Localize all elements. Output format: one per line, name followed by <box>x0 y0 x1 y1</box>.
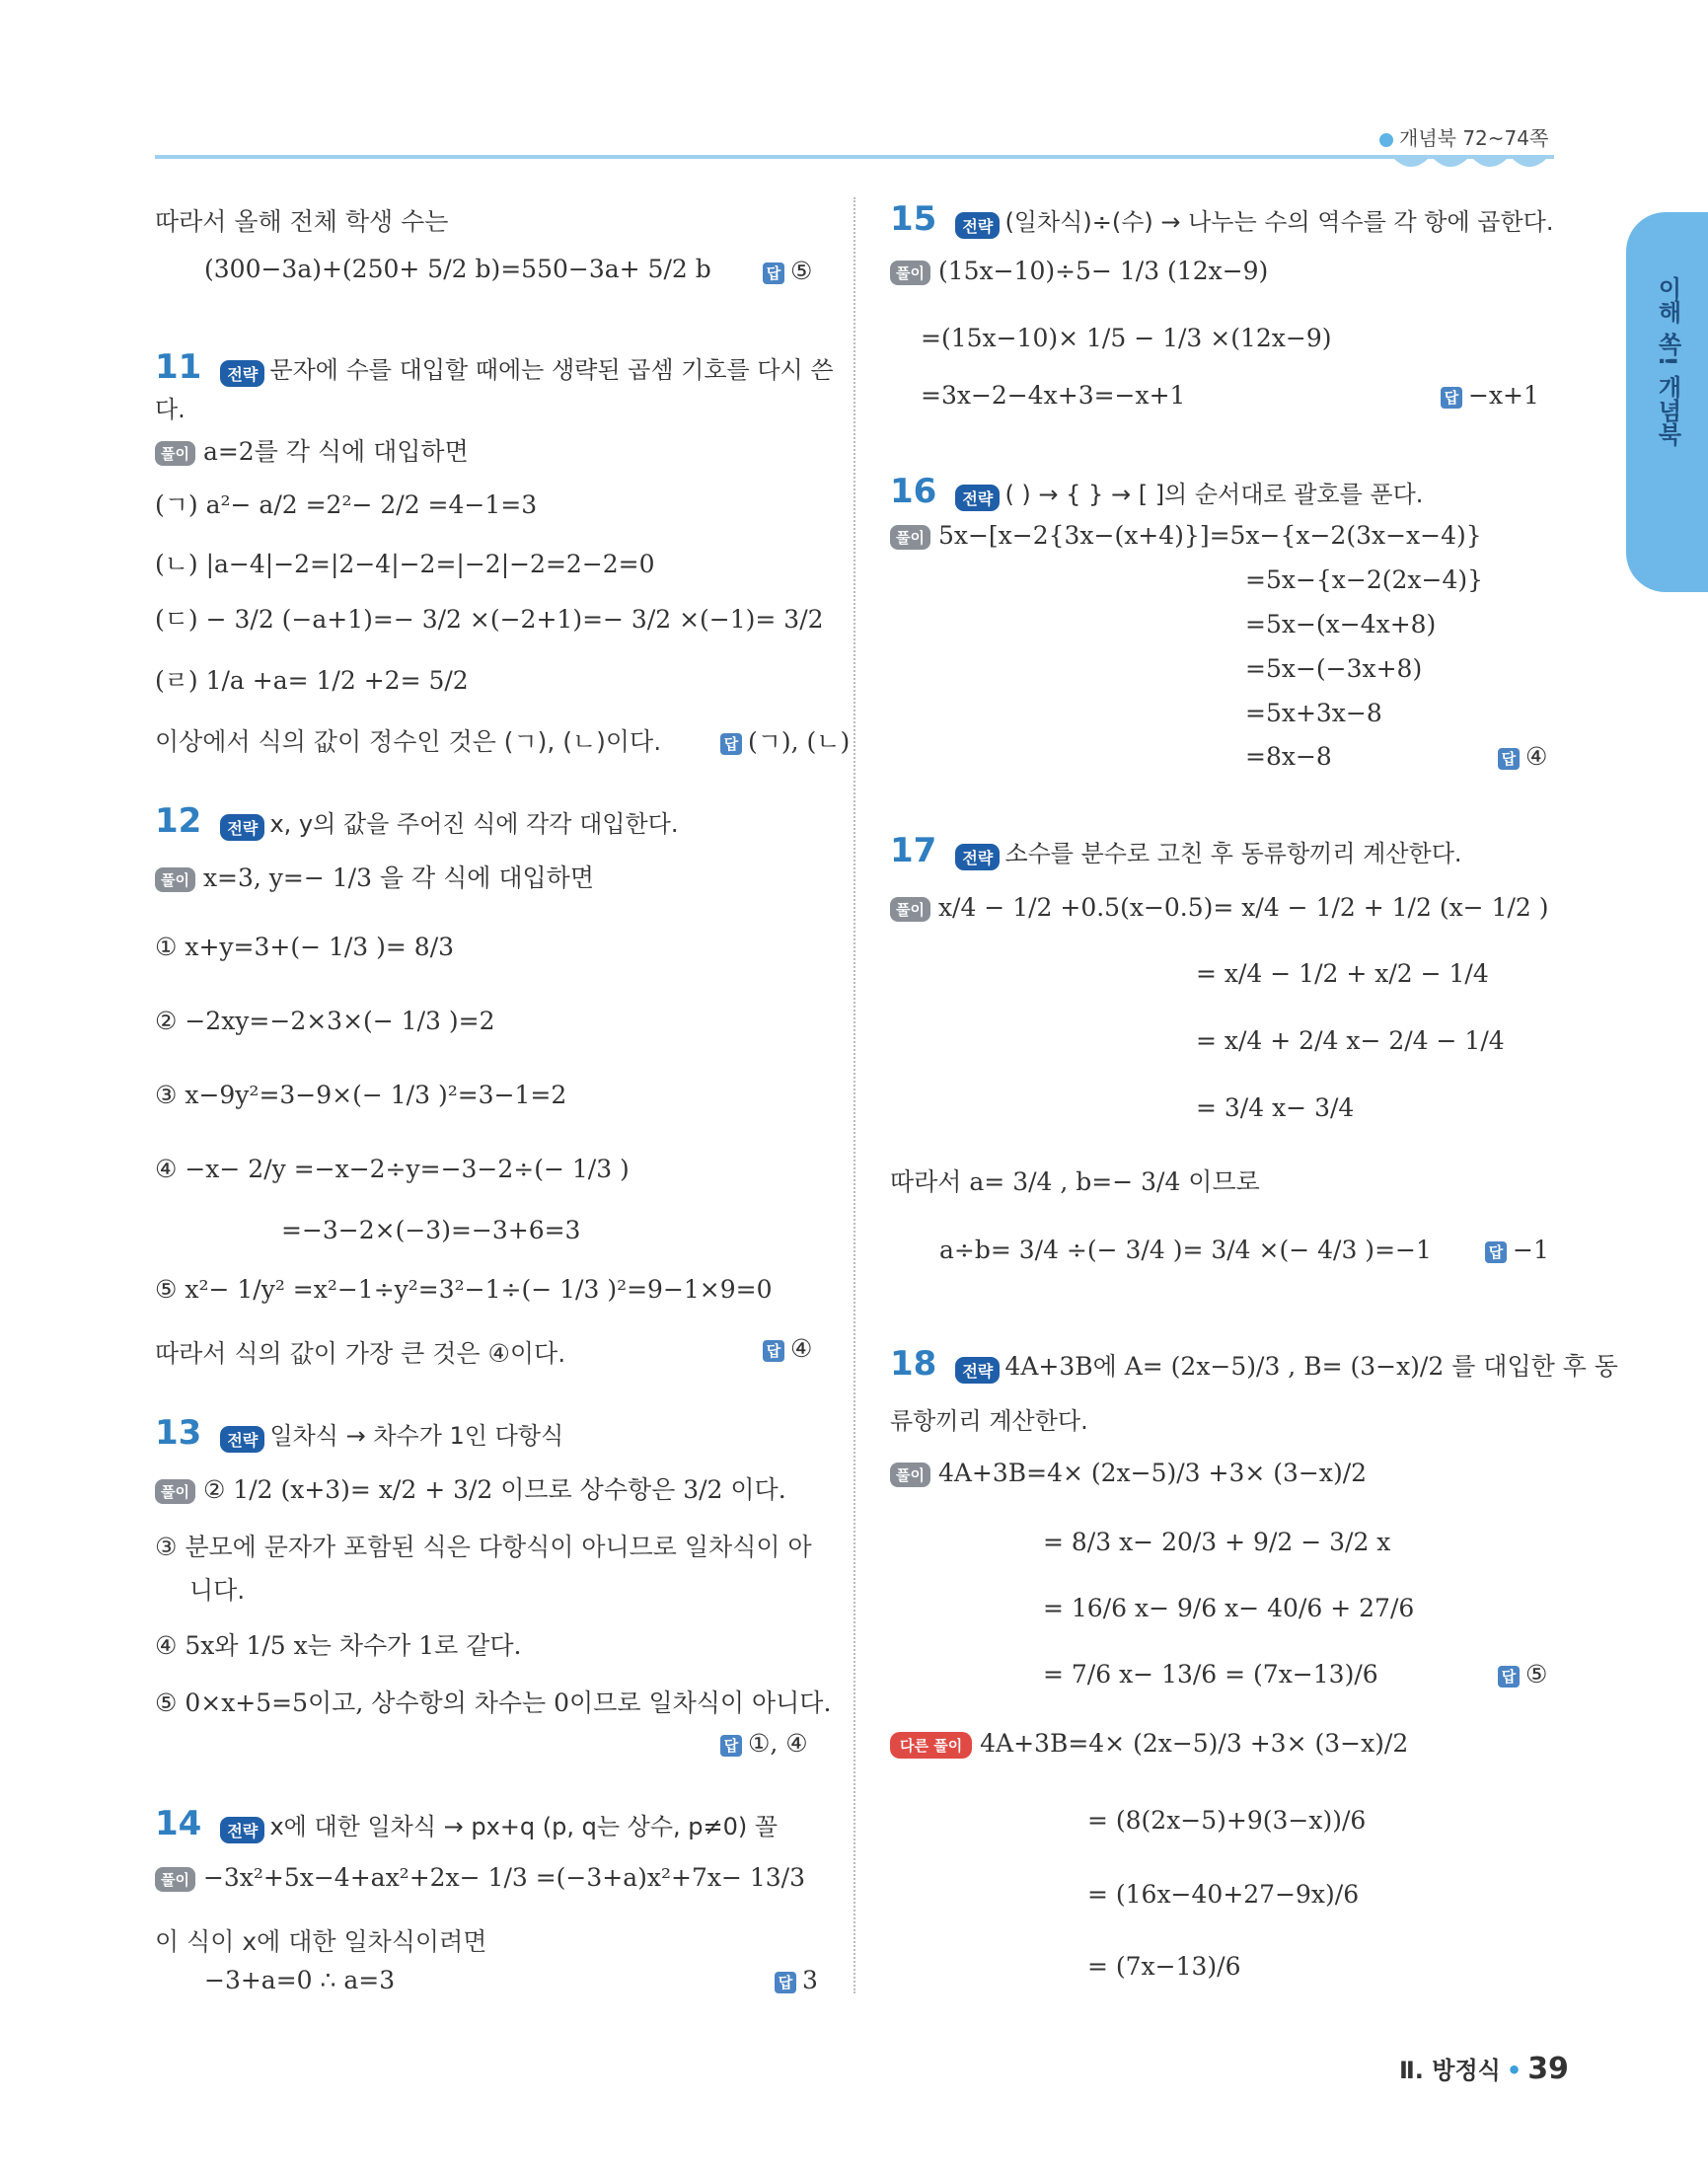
solution-badge: 풀이 <box>890 1463 930 1487</box>
strategy-text: 문자에 수를 대입할 때에는 생략된 곱셈 기호를 다시 쓴 <box>269 356 834 384</box>
solution-line: =5x−(−3x+8) <box>1245 654 1423 683</box>
solution-text: a=2를 각 식에 대입하면 <box>202 437 469 466</box>
page-reference-text: 개념북 72~74쪽 <box>1399 126 1549 150</box>
answer-icon: 답 <box>775 1972 796 1993</box>
solution-text: x=3, y=− 1/3 을 각 식에 대입하면 <box>202 863 594 892</box>
solution-line: =8x−8 <box>1245 742 1332 771</box>
solution-line: =5x+3x−8 <box>1245 699 1382 727</box>
question-number: 18 <box>890 1344 937 1384</box>
question-12-heading <box>155 801 678 841</box>
column-divider <box>854 197 855 1993</box>
bullet-icon <box>1379 133 1393 147</box>
solution-text: x/4 − 1/2 +0.5(x−0.5)= x/4 − 1/2 + 1/2 (x− 1/2 ) <box>937 893 1549 922</box>
question-13-heading <box>155 1413 563 1453</box>
answer-icon: 답 <box>720 733 742 755</box>
answer-icon: 답 <box>1498 748 1520 770</box>
solution-line: 니다. <box>189 1576 246 1605</box>
solution-line: = 3/4 x− 3/4 <box>1196 1093 1355 1122</box>
solution-line <box>890 893 1549 922</box>
answer <box>763 1334 812 1363</box>
strategy-badge: 전략 <box>955 485 1000 511</box>
solution-badge: 풀이 <box>890 261 930 285</box>
strategy-text: x, y의 값을 주어진 식에 각각 대입한다. <box>269 810 679 838</box>
solution-line: −3+a=0 ∴ a=3 <box>204 1966 396 1994</box>
solution-line: = x/4 + 2/4 x− 2/4 − 1/4 <box>1196 1026 1505 1055</box>
answer-icon: 답 <box>763 1340 784 1362</box>
solution-line: ③ 분모에 문자가 포함된 식은 다항식이 아니므로 일차식이 아 <box>155 1533 812 1561</box>
question-number: 17 <box>890 831 937 870</box>
solution-line: ⑤ x²− 1/y² =x²−1÷y²=3²−1÷(− 1/3 )²=9−1×9=0 <box>155 1275 773 1304</box>
solution-line: (ㄷ) − 3/2 (−a+1)=− 3/2 ×(−2+1)=− 3/2 ×(−1)= 3/2 <box>155 605 824 634</box>
solution-line: =5x−{x−2(2x−4)} <box>1245 565 1484 594</box>
solution-line: 따라서 a= 3/4 , b=− 3/4 이므로 <box>890 1167 1260 1196</box>
answer-icon: 답 <box>1441 387 1462 409</box>
answer <box>720 722 850 758</box>
solution-line <box>890 257 1268 285</box>
page-reference <box>1379 122 1548 151</box>
solution-badge: 풀이 <box>890 897 930 922</box>
strategy-badge: 전략 <box>955 844 1000 870</box>
question-15-heading <box>890 199 1553 239</box>
solution-line: a÷b= 3/4 ÷(− 3/4 )= 3/4 ×(− 4/3 )=−1 <box>939 1236 1432 1264</box>
answer-value: ④ <box>790 1334 813 1363</box>
solution-text: (15x−10)÷5− 1/3 (12x−9) <box>937 257 1269 285</box>
answer <box>1441 381 1539 410</box>
solution-line: =−3−2×(−3)=−3+6=3 <box>281 1216 581 1244</box>
solution-line: = 8/3 x− 20/3 + 9/2 − 3/2 x <box>1043 1528 1391 1556</box>
solution-line: (ㄹ) 1/a +a= 1/2 +2= 5/2 <box>155 666 469 695</box>
solution-badge: 풀이 <box>890 525 930 550</box>
intro-answer <box>763 257 812 285</box>
solution-badge: 풀이 <box>155 1867 195 1892</box>
strategy-badge: 전략 <box>220 1817 264 1843</box>
solution-line: ⑤ 0×x+5=5이고, 상수항의 차수는 0이므로 일차식이 아니다. <box>155 1688 832 1717</box>
answer-icon: 답 <box>720 1735 742 1757</box>
solution-line: (ㄱ) a²− a/2 =2²− 2/2 =4−1=3 <box>155 490 538 519</box>
conclusion: 따라서 식의 값이 가장 큰 것은 ④이다. <box>155 1339 566 1368</box>
conclusion: 이상에서 식의 값이 정수인 것은 (ㄱ), (ㄴ)이다. <box>155 727 662 756</box>
answer-value: ④ <box>1525 742 1548 771</box>
alt-solution-line: = (7x−13)/6 <box>1087 1952 1241 1981</box>
question-14-heading <box>155 1804 778 1843</box>
answer-value: 3 <box>802 1966 818 1994</box>
page-footer <box>1399 2051 1569 2086</box>
solution-line: ③ x−9y²=3−9×(− 1/3 )²=3−1=2 <box>155 1081 567 1109</box>
answer-icon: 답 <box>1498 1666 1520 1688</box>
answer-icon: 답 <box>763 263 784 284</box>
answer-value: −x+1 <box>1468 381 1539 410</box>
answer <box>1498 742 1547 771</box>
solution-line: ① x+y=3+(− 1/3 )= 8/3 <box>155 933 455 961</box>
question-18-heading <box>890 1344 1618 1384</box>
solution-text: ② 1/2 (x+3)= x/2 + 3/2 이므로 상수항은 3/2 이다. <box>202 1475 786 1504</box>
strategy-text: ( ) → { } → [ ]의 순서대로 괄호를 푼다. <box>1004 481 1424 508</box>
answer-value: ⑤ <box>790 257 813 285</box>
answer-icon: 답 <box>1485 1241 1507 1263</box>
solution-line: = x/4 − 1/2 + x/2 − 1/4 <box>1196 959 1489 988</box>
question-number: 15 <box>890 199 937 239</box>
answer <box>1498 1660 1547 1688</box>
question-number: 12 <box>155 801 202 841</box>
alt-solution-badge: 다른 풀이 <box>890 1732 972 1759</box>
strategy-badge: 전략 <box>220 1426 264 1453</box>
question-16-heading <box>890 472 1423 511</box>
strategy-badge: 전략 <box>220 814 264 841</box>
wave-decoration <box>1391 156 1559 178</box>
solution-text: 5x−[x−2{3x−(x+4)}]=5x−{x−2(3x−x−4)} <box>937 521 1482 550</box>
solution-line: = 16/6 x− 9/6 x− 40/6 + 27/6 <box>1043 1594 1415 1622</box>
solution-text: 4A+3B=4× (2x−5)/3 +3× (3−x)/2 <box>980 1729 1409 1758</box>
question-number: 16 <box>890 472 937 511</box>
strategy-text-cont: 다. <box>155 396 186 423</box>
chapter-title: Ⅱ. 방정식 <box>1399 2057 1501 2084</box>
solution-line: =3x−2−4x+3=−x+1 <box>921 381 1186 410</box>
question-number: 13 <box>155 1413 202 1453</box>
intro-equation: (300−3a)+(250+ 5/2 b)=550−3a+ 5/2 b <box>204 255 711 283</box>
solution-intro <box>155 432 469 468</box>
strategy-badge: 전략 <box>955 212 1000 239</box>
solution-intro <box>155 859 594 894</box>
header-rule <box>155 155 1554 159</box>
alt-solution-line: = (8(2x−5)+9(3−x))/6 <box>1087 1806 1367 1835</box>
solution-line <box>155 1470 786 1506</box>
strategy-text-cont: 류항끼리 계산한다. <box>890 1407 1088 1435</box>
answer-value: ⑤ <box>1525 1660 1548 1688</box>
solution-line: =(15x−10)× 1/5 − 1/3 ×(12x−9) <box>921 324 1332 352</box>
footer-separator: • <box>1506 2057 1522 2084</box>
answer-value: −1 <box>1513 1236 1549 1264</box>
solution-line: =5x−(x−4x+8) <box>1245 610 1437 638</box>
solution-line <box>155 1863 805 1892</box>
strategy-text: (일차식)÷(수) → 나누는 수의 역수를 각 항에 곱한다. <box>1004 208 1554 236</box>
solution-badge: 풀이 <box>155 867 195 892</box>
solution-line: = 7/6 x− 13/6 = (7x−13)/6 <box>1043 1660 1378 1688</box>
answer <box>1485 1236 1549 1264</box>
strategy-text: x에 대한 일차식 → px+q (p, q는 상수, p≠0) 꼴 <box>269 1813 779 1840</box>
solution-line <box>890 521 1482 550</box>
answer-value: (ㄱ), (ㄴ) <box>748 727 851 756</box>
strategy-badge: 전략 <box>220 360 264 387</box>
question-number: 14 <box>155 1804 202 1843</box>
solution-line: ④ 5x와 1/5 x는 차수가 1로 같다. <box>155 1631 522 1660</box>
solution-line: ② −2xy=−2×3×(− 1/3 )=2 <box>155 1007 495 1035</box>
answer <box>720 1729 808 1758</box>
strategy-text: 일차식 → 차수가 1인 다항식 <box>269 1422 564 1450</box>
solution-line: ④ −x− 2/y =−x−2÷y=−3−2÷(− 1/3 ) <box>155 1155 630 1183</box>
page-number: 39 <box>1527 2052 1569 2086</box>
strategy-text: 4A+3B에 A= (2x−5)/3 , B= (3−x)/2 를 대입한 후 동 <box>1004 1352 1618 1381</box>
solution-badge: 풀이 <box>155 441 195 466</box>
question-17-heading <box>890 831 1462 870</box>
solution-text: 4A+3B=4× (2x−5)/3 +3× (3−x)/2 <box>937 1459 1368 1487</box>
side-tab-label: 이해 쏙! 개념북 <box>1654 276 1681 446</box>
solution-line: 이 식이 x에 대한 일차식이려면 <box>155 1927 487 1956</box>
strategy-text: 소수를 분수로 고친 후 동류항끼리 계산한다. <box>1004 840 1462 867</box>
question-number: 11 <box>155 347 202 387</box>
alt-solution-line: = (16x−40+27−9x)/6 <box>1087 1880 1360 1909</box>
solution-line <box>890 1459 1367 1487</box>
intro-text: 따라서 올해 전체 학생 수는 <box>155 207 449 236</box>
strategy-badge: 전략 <box>955 1357 1000 1384</box>
alt-solution-line <box>890 1729 1408 1759</box>
question-11-heading <box>155 347 834 387</box>
answer-value: ①, ④ <box>748 1729 808 1758</box>
solution-badge: 풀이 <box>155 1479 195 1504</box>
solution-line: (ㄴ) |a−4|−2=|2−4|−2=|−2|−2=2−2=0 <box>155 550 655 578</box>
solution-text: −3x²+5x−4+ax²+2x− 1/3 =(−3+a)x²+7x− 13/3 <box>202 1863 805 1892</box>
answer <box>775 1966 818 1994</box>
